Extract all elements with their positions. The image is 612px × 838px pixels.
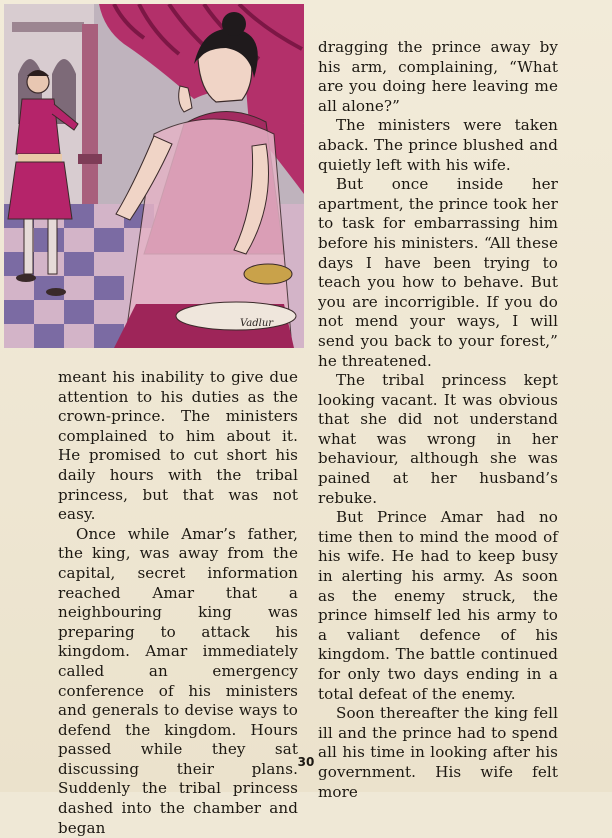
right-paragraph-5: But Prince Amar had no time then to mind the mood of his wife. He had to keep busy in alerting his army. As soon as the enemy struck, the prince himself led his army to a valiant defence of his kingdom. The battle continued for only two days ending in a total defeat of the enemy. xyxy=(318,508,558,703)
right-column xyxy=(318,38,558,802)
left-paragraph-1: meant his inability to give due attention to his duties as the crown-prince. The ministers complained to him about it. He promised to cut short his daily hours with the tribal princess, but that was not easy. xyxy=(58,368,298,524)
page-number: 30 xyxy=(297,755,315,769)
right-paragraph-1: dragging the prince away by his arm, complaining, “What are you doing here leaving me all alone?” xyxy=(318,38,558,115)
right-paragraph-4: The tribal princess kept looking vacant. It was obvious that she did not understand what was wrong in her behaviour, although she was pained at her husband’s rebuke. xyxy=(318,371,558,507)
story-illustration xyxy=(4,4,304,348)
right-paragraph-2: The ministers were taken aback. The prince blushed and quietly left with his wife. xyxy=(318,116,558,174)
right-paragraph-3: But once inside her apartment, the prince took her to task for embarrassing him before his ministers. “All these days I have been trying to teach you how to behave. But you are incorrigible. If you do not mend your ways, I will send you back to your forest,” he threatened. xyxy=(318,175,558,370)
svg-text:Vadlur: Vadlur xyxy=(240,318,274,329)
right-paragraph-6: Soon thereafter the king fell ill and the prince had to spend all his time in looking after his government. His wife felt more xyxy=(318,704,558,801)
illustration-image xyxy=(4,4,304,348)
left-paragraph-2: Once while Amar’s father, the king, was away from the capital, secret information reached Amar that a neighbouring king was preparing to attack his kingdom. Amar immediately called an emergency conference of his ministers and generals to devise ways to defend the kingdom. Hours passed while they sat discussing their plans. Suddenly the tribal princess dashed into the chamber and began xyxy=(58,524,298,837)
